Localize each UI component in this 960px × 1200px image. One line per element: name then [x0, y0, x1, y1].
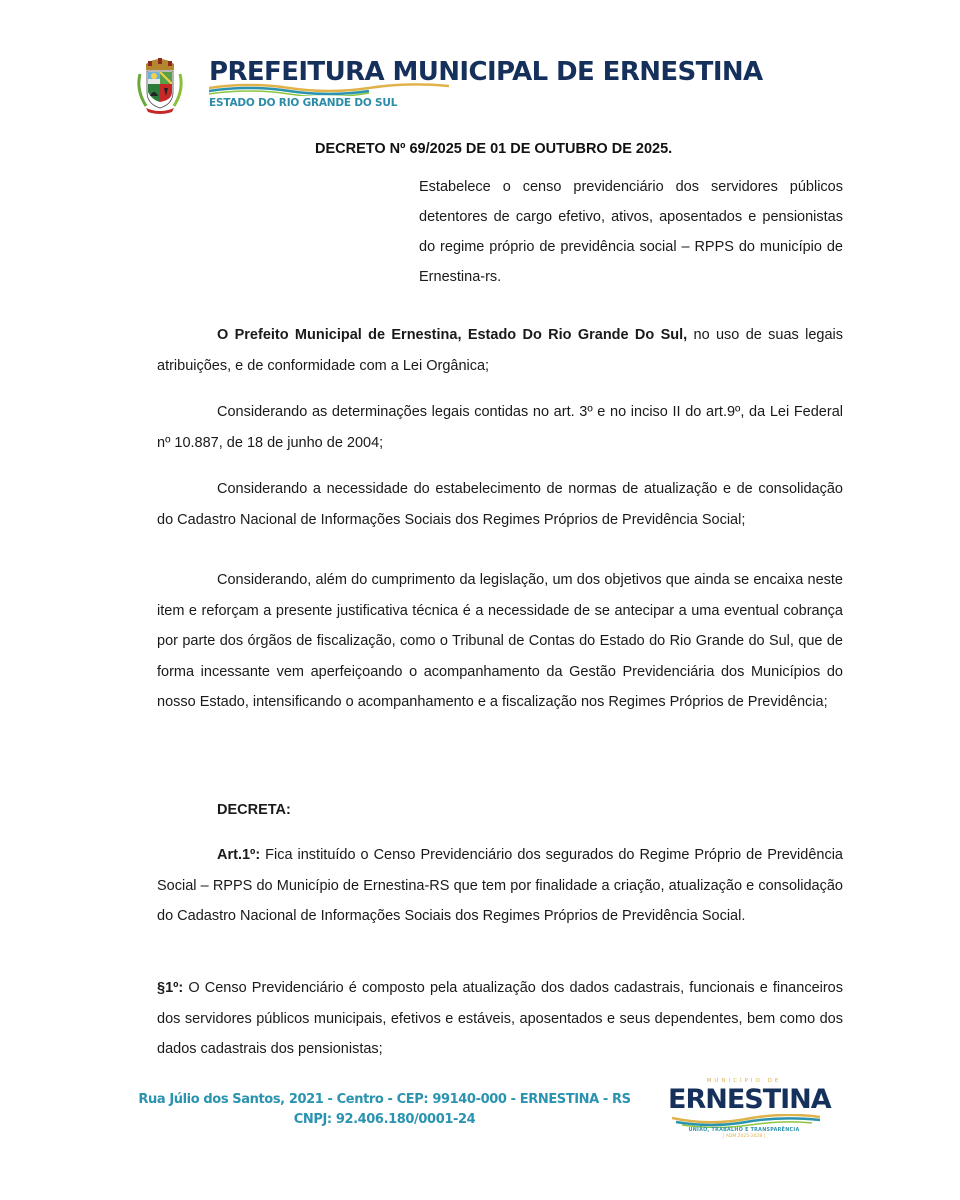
considering-paragraph: Considerando as determinações legais contidas no art. 3º e no inciso II do art.9º, da Lei Federal nº 10.887, de 18 de junho de 2004; — [157, 404, 843, 451]
preamble-paragraph — [157, 320, 843, 381]
article-1-label: Art.1º: — [217, 847, 261, 863]
header-title: PREFEITURA MUNICIPAL DE ERNESTINA — [209, 57, 763, 87]
paragraph-1 — [157, 973, 843, 1065]
letterhead — [132, 52, 772, 118]
article-1-text: Fica instituído o Censo Previdenciário dos segurados do Regime Próprio de Previdência Social – RPPS do Município de Ernestina-RS que tem por finalidade a criação, atualização e consolidação do Cadastro Nacional de Informações Sociais dos Regimes Próprios de Previdência Social. — [157, 847, 843, 924]
paragraph-1-text: O Censo Previdenciário é composto pela atualização dos dados cadastrais, funcionais e financeiros dos servidores públicos municipais, efetivos e estáveis, aposentados e seus dependentes, bem como dos dados cadastrais dos pensionistas; — [157, 980, 843, 1057]
footer-cnpj: CNPJ: 92.406.180/0001-24 — [293, 1112, 476, 1127]
footer-address: Rua Júlio dos Santos, 2021 - Centro - CEP: 99140-000 - ERNESTINA - RS — [138, 1092, 631, 1107]
logo-administration: | ADM 2025-2028 | — [722, 1134, 766, 1139]
article-1 — [157, 840, 843, 932]
decreta-heading: DECRETA: — [217, 802, 291, 818]
municipality-logo — [668, 1078, 831, 1140]
preamble-text: no uso de suas legais atribuições, e de conformidade com a Lei Orgânica; — [157, 327, 843, 374]
wave-decoration-icon — [209, 82, 449, 96]
coat-of-arms-icon — [132, 54, 188, 116]
logo-slogan: UNIÃO, TRABALHO E TRANSPARÊNCIA — [688, 1128, 800, 1133]
footer-address-block — [137, 1090, 632, 1130]
decree-title: DECRETO Nº 69/2025 DE 01 DE OUTUBRO DE 2025. — [315, 141, 673, 157]
logo-wave-icon — [672, 1114, 820, 1128]
decree-summary: Estabelece o censo previdenciário dos servidores públicos detentores de cargo efetivo, ativos, aposentados e pensionistas do regime próprio de previdência social – RPPS do município de Ernestina-rs. — [419, 179, 843, 285]
logo-name: ERNESTINA — [668, 1084, 831, 1115]
logo-top-text: MUNICÍPIO DE — [706, 1078, 782, 1084]
considering-paragraph: Considerando, além do cumprimento da legislação, um dos objetivos que ainda se encaixa neste item e reforçam a presente justificativa técnica é a necessidade de se antecipar a uma eventual cobrança por parte dos órgãos de fiscalização, como o Tribunal de Contas do Estado do Rio Grande do Sul, que de forma incessante vem aperfeiçoando o acompanhamento da Gestão Previdenciária dos Municípios do nosso Estado, intensificando o acompanhamento e a fiscalização nos Regimes Próprios de Previdência; — [157, 572, 843, 710]
header-subtitle: ESTADO DO RIO GRANDE DO SUL — [209, 97, 398, 109]
considering-paragraph: Considerando a necessidade do estabelecimento de normas de atualização e de consolidação do Cadastro Nacional de Informações Sociais dos Regimes Próprios de Previdência Social; — [157, 481, 843, 528]
paragraph-1-label: §1º: — [157, 980, 184, 996]
preamble-bold: O Prefeito Municipal de Ernestina, Estado Do Rio Grande Do Sul, — [217, 327, 688, 343]
